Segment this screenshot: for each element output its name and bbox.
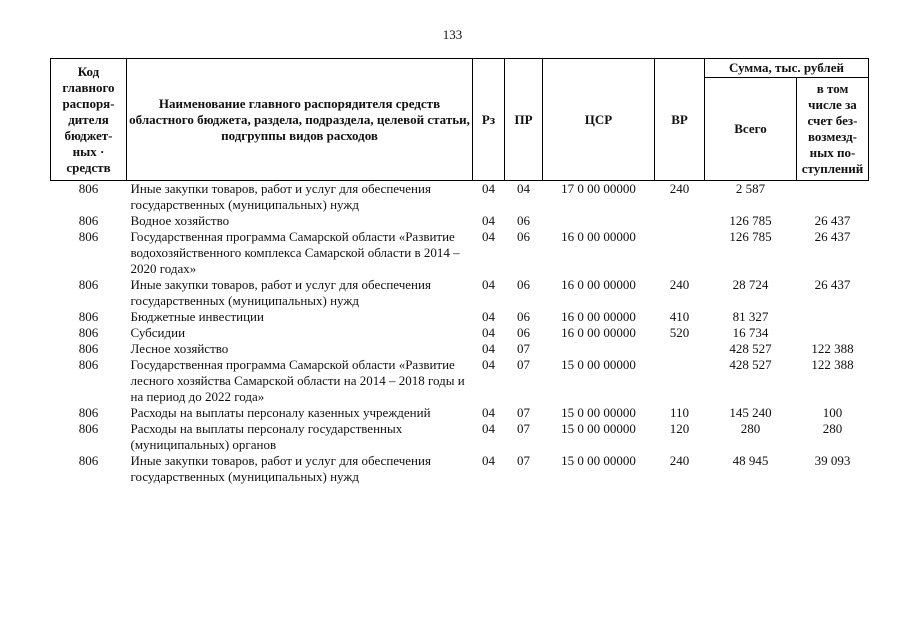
cell-total: 126 785: [729, 213, 772, 228]
cell-rz: 04: [482, 405, 495, 420]
cell-total: 428 527: [729, 341, 772, 356]
cell-name: Иные закупки товаров, работ и услуг для обеспечения государственных (муниципальных) нужд: [130, 453, 431, 484]
cell-rz: 04: [482, 341, 495, 356]
cell-vr: 240: [669, 453, 690, 468]
cell-csr: 15 0 00 00000: [561, 357, 636, 372]
cell-total: 16 734: [732, 325, 769, 340]
cell-rz: 04: [482, 453, 495, 468]
cell-rz: 04: [482, 229, 495, 244]
header-sum-group: Сумма, тыс. рублей: [705, 59, 869, 78]
cell-total: 126 785: [729, 229, 772, 244]
cell-rz: 04: [482, 325, 495, 340]
table-row: [51, 277, 869, 309]
cell-incl: 280: [822, 421, 843, 436]
cell-code: 806: [78, 405, 99, 420]
table-row: [51, 213, 869, 229]
cell-csr: [543, 213, 655, 229]
page-number: 133: [442, 27, 463, 42]
cell-incl: 39 093: [814, 453, 851, 468]
cell-code: 806: [78, 181, 99, 196]
cell-rz: 04: [482, 357, 495, 372]
cell-name: Государственная программа Самарской области «Развитие водохозяйственного комплекса Самарской области в 2014 – 2020 годах»: [130, 229, 460, 276]
cell-total: 428 527: [729, 357, 772, 372]
table-row: [51, 421, 869, 453]
header-vr: ВР: [655, 59, 705, 181]
cell-incl: 26 437: [814, 277, 851, 292]
cell-pr: 07: [517, 357, 530, 372]
cell-incl: [797, 325, 869, 341]
table-row: [51, 357, 869, 405]
header-csr: ЦСР: [543, 59, 655, 181]
header-code: Код главного распоря-дителя бюджет-ных · средств: [51, 59, 127, 181]
cell-vr: 240: [669, 181, 690, 196]
header-rz: Рз: [473, 59, 505, 181]
cell-vr: 120: [669, 421, 690, 436]
cell-csr: 17 0 00 00000: [561, 181, 636, 196]
cell-vr: [655, 229, 705, 277]
cell-pr: 07: [517, 405, 530, 420]
cell-name: Лесное хозяйство: [130, 341, 229, 356]
cell-total: 280: [740, 421, 761, 436]
cell-name: Расходы на выплаты персоналу казенных учреждений: [130, 405, 431, 420]
cell-vr: 240: [669, 277, 690, 292]
cell-total: 81 327: [732, 309, 769, 324]
cell-csr: 16 0 00 00000: [561, 309, 636, 324]
table-header: [51, 59, 869, 181]
cell-csr: 15 0 00 00000: [561, 405, 636, 420]
cell-vr: 110: [669, 405, 690, 420]
cell-csr: 16 0 00 00000: [561, 325, 636, 340]
cell-csr: 16 0 00 00000: [561, 277, 636, 292]
header-pr: ПР: [505, 59, 543, 181]
cell-incl: 26 437: [814, 229, 851, 244]
cell-code: 806: [78, 229, 99, 244]
cell-vr: [655, 213, 705, 229]
cell-code: 806: [78, 325, 99, 340]
cell-name: Субсидии: [130, 325, 186, 340]
cell-rz: 04: [482, 309, 495, 324]
header-name: Наименование главного распорядителя средств областного бюджета, раздела, подраздела, целевой статьи, подгруппы видов расходов: [127, 59, 473, 181]
cell-code: 806: [78, 213, 99, 228]
table-row: [51, 453, 869, 485]
table-row: [51, 405, 869, 421]
cell-incl: [797, 181, 869, 214]
cell-pr: 07: [517, 341, 530, 356]
cell-code: 806: [78, 309, 99, 324]
cell-code: 806: [78, 421, 99, 436]
cell-total: 48 945: [732, 453, 769, 468]
cell-incl: [797, 309, 869, 325]
cell-incl: 100: [822, 405, 843, 420]
cell-vr: [655, 341, 705, 357]
cell-name: Водное хозяйство: [130, 213, 230, 228]
cell-csr: 15 0 00 00000: [561, 421, 636, 436]
cell-rz: 04: [482, 277, 495, 292]
cell-code: 806: [78, 453, 99, 468]
table-body: [51, 181, 869, 486]
cell-name: Иные закупки товаров, работ и услуг для обеспечения государственных (муниципальных) нужд: [130, 181, 431, 212]
cell-pr: 06: [517, 325, 530, 340]
table-row: [51, 325, 869, 341]
table-row: [51, 181, 869, 214]
cell-csr: 16 0 00 00000: [561, 229, 636, 244]
cell-incl: 122 388: [811, 357, 854, 372]
header-total: Всего: [705, 78, 797, 181]
cell-pr: 06: [517, 229, 530, 244]
cell-vr: [655, 357, 705, 405]
cell-name: Иные закупки товаров, работ и услуг для обеспечения государственных (муниципальных) нужд: [130, 277, 431, 308]
cell-pr: 07: [517, 421, 530, 436]
cell-vr: 520: [669, 325, 690, 340]
cell-incl: 26 437: [814, 213, 851, 228]
cell-rz: 04: [482, 213, 495, 228]
cell-name: Расходы на выплаты персоналу государственных (муниципальных) органов: [130, 421, 403, 452]
cell-pr: 06: [517, 213, 530, 228]
table-row: [51, 309, 869, 325]
cell-total: 28 724: [732, 277, 769, 292]
cell-total: 2 587: [735, 181, 766, 196]
table-row: [51, 341, 869, 357]
cell-code: 806: [78, 341, 99, 356]
cell-pr: 06: [517, 277, 530, 292]
header-incl: в том числе за счет без-возмезд-ных по-ступлений: [797, 78, 869, 181]
cell-vr: 410: [669, 309, 690, 324]
cell-pr: 04: [517, 181, 530, 196]
cell-incl: 122 388: [811, 341, 854, 356]
cell-pr: 06: [517, 309, 530, 324]
cell-csr: 15 0 00 00000: [561, 453, 636, 468]
cell-total: 145 240: [729, 405, 772, 420]
cell-rz: 04: [482, 421, 495, 436]
table-row: [51, 229, 869, 277]
cell-csr: [543, 341, 655, 357]
cell-pr: 07: [517, 453, 530, 468]
cell-name: Государственная программа Самарской области «Развитие лесного хозяйства Самарской области на 2014 – 2018 годы и на период до 2022 года»: [130, 357, 465, 404]
cell-rz: 04: [482, 181, 495, 196]
budget-table: [50, 58, 869, 485]
cell-code: 806: [78, 357, 99, 372]
cell-code: 806: [78, 277, 99, 292]
cell-name: Бюджетные инвестиции: [130, 309, 264, 324]
